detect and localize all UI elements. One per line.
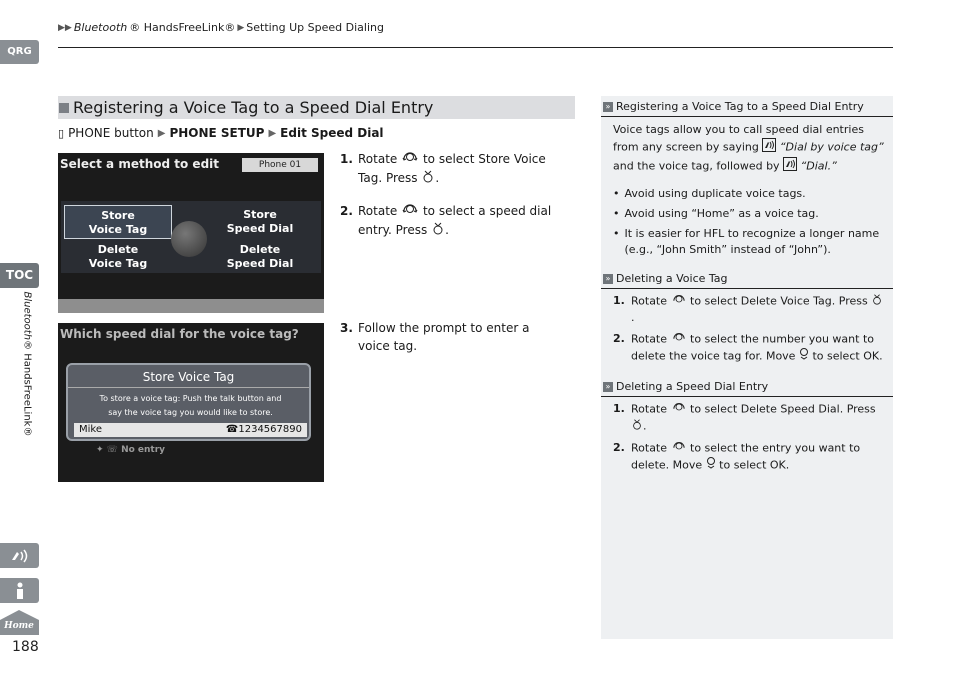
dialog-message-line: say the voice tag you would like to store. [108,408,273,417]
list-item: • Avoid using “Home” as a voice tag. [613,207,819,220]
note-text: OK [769,458,786,472]
page-number: 188 [12,639,39,655]
note-text: Voice tags allow you to call speed dial entries from any screen by saying [613,123,864,154]
note-text: Rotate [631,332,668,346]
press-knob-icon [421,169,435,188]
note-text: Delete Speed Dial [740,402,840,416]
chapter-label-rest: ® HandsFreeLink® [21,340,33,437]
step-1 [340,150,564,188]
note-text: to select [812,349,860,363]
toc-tab[interactable]: TOC [0,263,39,288]
breadcrumb-bluetooth[interactable]: Bluetooth [73,21,128,34]
breadcrumb-current: Setting Up Speed Dialing [246,21,384,34]
step-text-part: . [445,223,449,237]
step-number: 2. [340,204,353,218]
entry-number: ☎1234567890 [225,424,302,435]
rotate-knob-icon [671,440,687,457]
note-text: to select the number you want to delete the voice tag for. Move [631,332,874,363]
list-item-text: Avoid using duplicate voice tags. [624,187,806,200]
dialog-message-line: To store a voice tag: Push the talk button and [99,394,282,403]
step-number: 2. [613,441,625,454]
note-text: Rotate [631,441,668,455]
phone-button-icon: ▯ [58,126,65,140]
step-number: 2. [613,332,625,345]
delete-speed-dial-steps [601,397,893,485]
press-knob-icon [631,418,643,435]
note-text: “Dial by voice tag” [779,140,884,154]
section-title-text: Registering a Voice Tag to a Speed Dial Entry [73,98,434,117]
navigation-path [58,126,384,140]
note-intro [601,117,893,182]
screen-title: Which speed dial for the voice tag? [60,327,299,341]
store-voice-tag-option [64,205,172,239]
no-entry-label: ✦ ☏ No entry [96,445,166,455]
home-label: Home [4,621,34,631]
section-marker-icon [59,103,69,113]
press-knob-icon [431,221,445,240]
breadcrumb-handsfreelink[interactable]: ® HandsFreeLink® [129,21,236,34]
note-text: and the voice tag, followed by [613,159,780,173]
step-list-top [340,150,564,254]
note-text: OK [863,349,880,363]
phone-badge: Phone 01 [242,158,318,172]
note-text: . Press [831,294,868,308]
info-index-icon[interactable] [0,578,39,603]
move-down-icon [706,457,716,474]
step-text [358,202,564,240]
list-item-text: It is easier for HFL to recognize a longer name (e.g., “John Smith” instead of “John”). [624,227,880,256]
dialog-title: Store Voice Tag [142,370,235,384]
note-heading-text: Deleting a Speed Dial Entry [616,380,769,393]
talk-button-icon [783,157,797,176]
note-marker-icon: » [603,102,613,112]
option-line: Delete [239,243,281,256]
note-text: Delete Voice Tag [740,294,832,308]
store-speed-dial-option [206,205,314,239]
delete-voice-tag-option [64,240,172,274]
notes-column [601,96,893,639]
nav-arrow-icon: ▶ [268,127,277,139]
note-step [613,293,885,326]
note-heading [601,376,893,397]
dialog-message [72,392,309,420]
note-heading-text: Registering a Voice Tag to a Speed Dial Entry [616,100,864,113]
note-text: . Press [839,402,876,416]
note-text: to select [719,458,767,472]
step-number: 1. [340,152,353,166]
home-icon[interactable] [0,610,39,635]
nav-arrow-icon: ▶ [157,127,166,139]
step-list-bottom [340,319,564,369]
note-heading-text: Deleting a Voice Tag [616,272,728,285]
note-heading [601,268,893,289]
press-knob-icon [871,293,883,310]
note-heading [601,96,893,117]
step-text-part: to select a speed dial entry. Press [358,204,552,237]
note-text: Rotate [631,402,668,416]
step-number: 3. [340,321,353,335]
nav-phone: PHONE button [68,126,154,140]
step-text-part: Rotate [358,204,398,218]
note-step [613,401,885,435]
step-2 [340,202,564,240]
no-entry-text: No entry [121,445,166,455]
rotate-knob-icon [401,150,419,169]
voice-command-index-icon[interactable] [0,543,39,568]
section-title [58,96,575,119]
qrg-tab[interactable]: QRG [0,40,39,64]
step-text-part: to select [422,152,475,166]
note-text: “Dial.” [800,159,837,173]
step-number: 1. [613,294,625,307]
note-step [613,331,885,365]
step-text: Follow the prompt to enter a voice tag. [358,321,530,353]
breadcrumb [58,21,384,34]
note-text: to select [690,402,738,416]
note-text: to select the entry you want to delete. Move [631,441,861,472]
note-step [613,440,885,474]
step-text-part: Store Voice Tag [358,152,546,185]
rotate-knob-icon [401,202,419,221]
step-text [358,150,564,188]
rotate-knob-icon [671,331,687,348]
option-line: Store [243,208,277,221]
screen-title: Select a method to edit [60,157,220,171]
option-line: Voice Tag [88,257,148,270]
step-3 [340,319,564,355]
step-text-part: . [435,171,440,185]
chapter-label-em: Bluetooth [21,291,33,341]
move-down-icon [799,348,809,365]
rotate-knob-icon [671,293,687,310]
screenshot-select-method [58,153,324,313]
talk-button-icon [762,138,776,157]
step-number: 1. [613,402,625,415]
step-text: Rotate to select the entry you want to delete. Move to select OK. [631,440,885,474]
store-voice-tag-dialog [66,363,311,441]
nav-phone-setup: PHONE SETUP [169,126,265,140]
option-line: Voice Tag [88,223,148,236]
step-text-part: . Press [378,171,418,185]
header-divider [58,47,893,48]
step-text: Rotate to select the number you want to delete the voice tag for. Move to select OK. [631,331,885,365]
screen-footer-bar [58,299,324,313]
note-text: Rotate [631,294,668,308]
note-marker-icon: » [603,382,613,392]
tips-list [601,182,893,268]
step-text: Rotate to select Delete Speed Dial. Press . [631,401,885,435]
breadcrumb-arrow-icon: ▶ [237,22,245,33]
entry-name: Mike [79,424,102,435]
delete-speed-dial-option [206,240,314,274]
option-line: Delete [97,243,139,256]
screenshot-store-voice-tag [58,323,324,482]
list-item: • Avoid using duplicate voice tags. [613,187,806,200]
option-line: Store [101,209,135,222]
option-line: Speed Dial [226,257,294,270]
list-item-text: Avoid using “Home” as a voice tag. [624,207,819,220]
note-text: to select [690,294,738,308]
chapter-label [18,291,33,463]
speed-dial-entry-row [74,423,307,437]
option-line: Speed Dial [226,222,294,235]
interface-dial-graphic [171,221,207,257]
delete-voice-tag-steps [601,289,893,376]
dialog-divider [68,387,309,388]
rotate-knob-icon [671,401,687,418]
list-item: • It is easier for HFL to recognize a longer name (e.g., “John Smith” instead of “John”). [613,226,885,258]
step-text-part: Rotate [358,152,398,166]
nav-edit-speed-dial: Edit Speed Dial [280,126,384,140]
breadcrumb-arrow-icon: ▶▶ [58,22,72,33]
note-marker-icon: » [603,274,613,284]
step-text: Rotate to select Delete Voice Tag. Press . [631,293,885,326]
